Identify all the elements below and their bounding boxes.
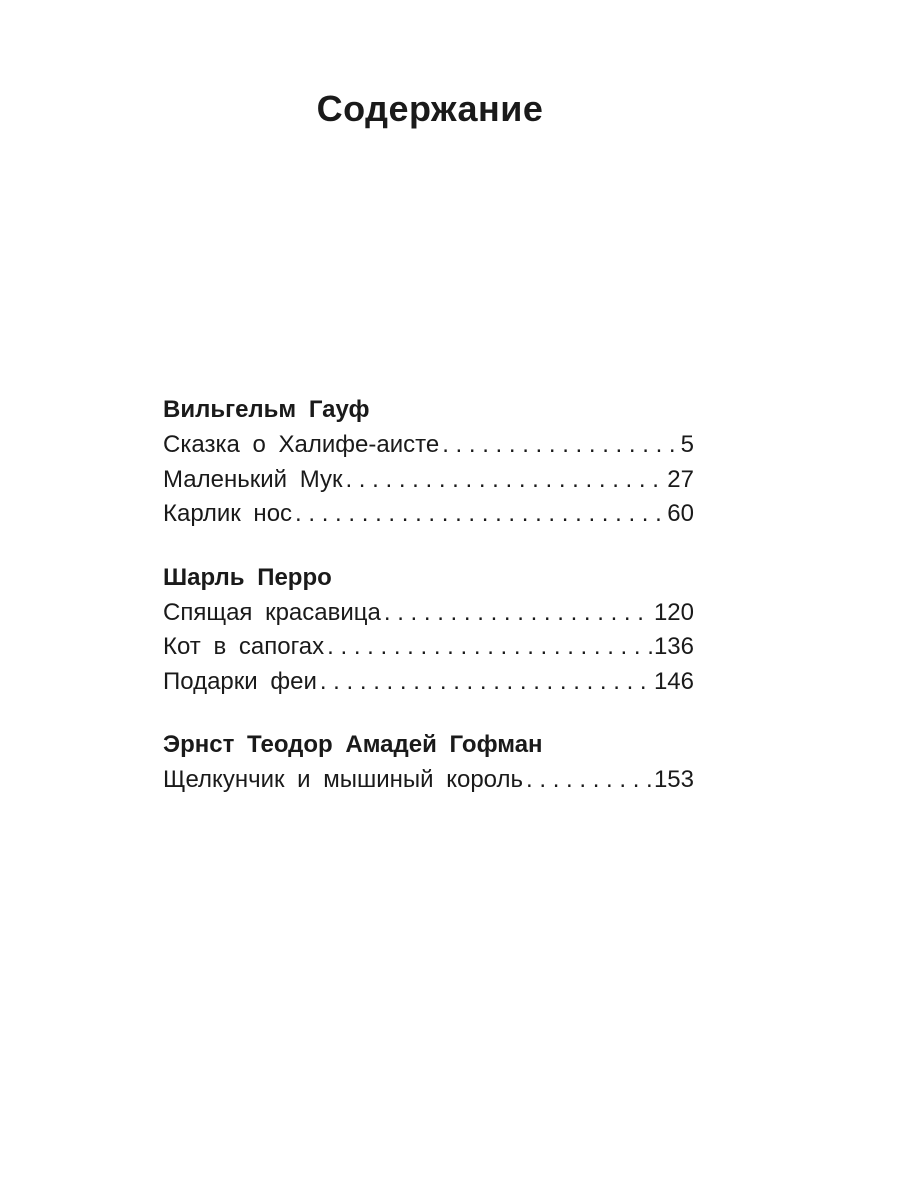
dot-leader	[439, 428, 678, 463]
author-heading: Шарль Перро	[163, 563, 332, 591]
entry-page-number: 136	[653, 633, 694, 660]
toc-section	[163, 727, 694, 798]
toc-entry	[163, 497, 694, 532]
toc-entry	[163, 665, 694, 700]
entry-title: Подарки феи	[163, 667, 317, 695]
toc-entry	[163, 596, 694, 631]
page-title: Содержание	[316, 88, 544, 129]
dot-leader	[523, 763, 652, 798]
toc-entry	[163, 428, 694, 463]
entry-title: Сказка о Халифе-аисте	[163, 431, 440, 458]
dot-leader	[317, 665, 652, 700]
dot-leader	[342, 463, 665, 498]
entry-page-number: 5	[680, 431, 694, 458]
entry-title: Маленький Мук	[163, 465, 343, 493]
entry-title: Щелкунчик и мышиный король	[163, 766, 524, 793]
toc-section	[163, 560, 694, 700]
entry-title: Спящая красавица	[163, 598, 381, 626]
entry-title: Карлик нос	[163, 500, 293, 527]
author-heading: Вильгельм Гауф	[163, 396, 370, 423]
toc-section	[163, 392, 694, 532]
entry-page-number: 146	[653, 667, 694, 695]
dot-leader	[324, 630, 652, 665]
entry-page-number: 27	[667, 465, 694, 493]
toc-entry	[163, 463, 694, 498]
dot-leader	[381, 596, 652, 631]
toc-entry	[163, 763, 694, 798]
table-of-contents	[163, 392, 694, 826]
toc-entry	[163, 630, 694, 665]
entry-page-number: 120	[653, 598, 694, 626]
entry-title: Кот в сапогах	[163, 633, 325, 660]
dot-leader	[292, 497, 665, 532]
entry-page-number: 60	[667, 500, 694, 527]
author-heading: Эрнст Теодор Амадей Гофман	[163, 731, 543, 758]
entry-page-number: 153	[653, 766, 694, 793]
